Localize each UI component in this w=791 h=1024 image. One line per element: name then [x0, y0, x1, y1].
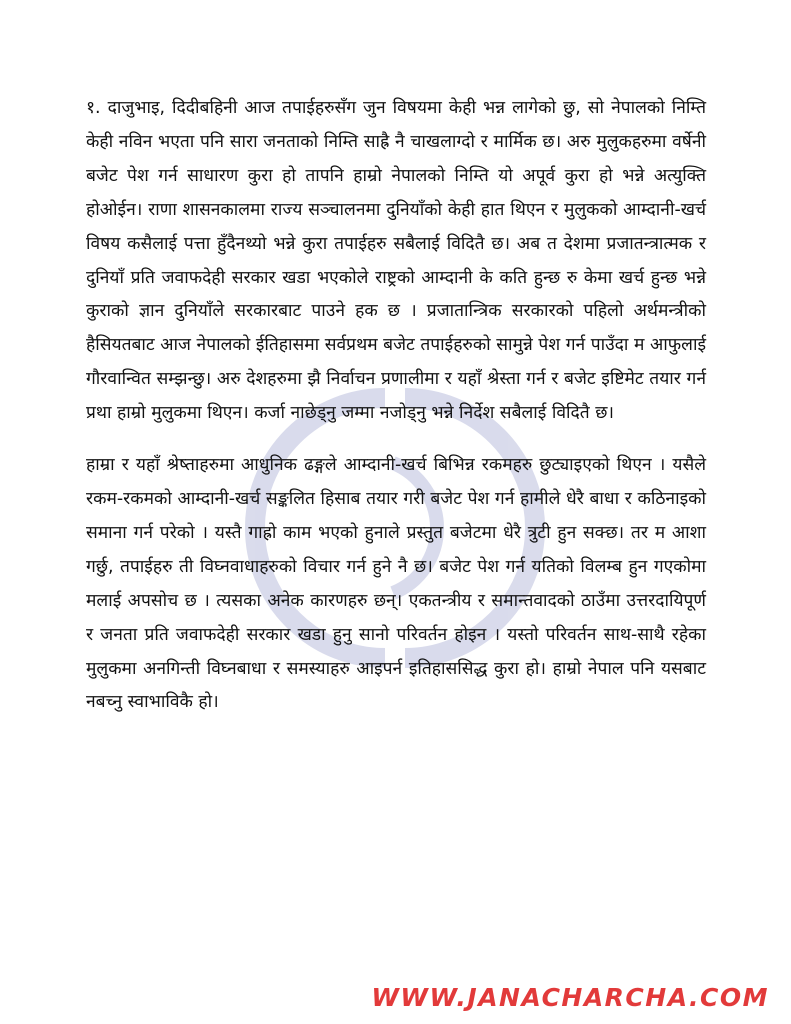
- paragraph-2: हाम्रा र यहाँ श्रेष्ताहरुमा आधुनिक ढङ्गले आम्दानी-खर्च बिभिन्न रकमहरु छुट्याइएको थिएन । यसैले रकम-रकमको आम्दानी-खर्च सङ्कलित हिसाब तयार गरी बजेट पेश गर्न हामीले धेरै बाधा र कठिनाइको समाना गर्न परेको । यस्तै गाह्रो काम भएको हुनाले प्रस्तुत बजेटमा धेरै त्रुटी हुन सक्छ। तर म आशा गर्छु, तपाईहरु ती विघ्नवाधाहरुको विचार गर्न हुने नै छ। बजेट पेश गर्न यतिको विलम्ब हुन गएकोमा मलाई अपसोच छ । त्यसका अनेक कारणहरु छन्। एकतन्त्रीय र समान्तवादको ठाउँमा उत्तरदायिपूर्ण र जनता प्रति जवाफदेही सरकार खडा हुनु सानो परिवर्तन होइन । यस्तो परिवर्तन साथ-साथै रहेका मुलुकमा अनगिन्ती विघ्नबाधा र समस्याहरु आइपर्न इतिहाससिद्ध कुरा हो। हाम्रो नेपाल पनि यसबाट नबच्नु स्वाभाविकै हो।: [86, 455, 706, 713]
- document-body: [86, 92, 706, 720]
- paragraph-1: १. दाजुभाइ, दिदीबहिनी आज तपाईहरुसँग जुन विषयमा केही भन्न लागेको छु, सो नेपालको निम्ति केही नविन भएता पनि सारा जनताको निम्ति साह्रै नै चाखलाग्दो र मार्मिक छ। अरु मुलुकहरुमा वर्षेनी बजेट पेश गर्न साधारण कुरा हो तापनि हाम्रो नेपालको निम्ति यो अपूर्व कुरा हो भन्ने अत्युक्ति होओईन। राणा शासनकालमा राज्य सञ्चालनमा दुनियाँको केही हात थिएन र मुलुकको आम्दानी-खर्च विषय कसैलाई पत्ता हुँदैनथ्यो भन्ने कुरा तपाईहरु सबैलाई विदितै छ। अब त देशमा प्रजातन्त्रात्मक र दुनियाँ प्रति जवाफदेही सरकार खडा भएकोले राष्ट्रको आम्दानी के कति हुन्छ रु केमा खर्च हुन्छ भन्ने कुराको ज्ञान दुनियाँले सरकारबाट पाउने हक छ । प्रजातान्त्रिक सरकारको पहिलो अर्थमन्त्रीको हैसियतबाट आज नेपालको ईतिहासमा सर्वप्रथम बजेट तपाईहरुको सामुन्ने पेश गर्न पाउँदा म आफुलाई गौरवान्वित सम्झन्छु। अरु देशहरुमा झै निर्वाचन प्रणालीमा र यहाँ श्रेस्ता गर्न र बजेट इष्टिमेट तयार गर्न प्रथा हाम्रो मुलुकमा थिएन। कर्जा नाछेड्नु जम्मा नजोड्नु भन्ने निर्देश सबैलाई विदितै छ।: [86, 98, 706, 424]
- website-link[interactable]: WWW.JANACHARCHA.COM: [371, 983, 769, 1012]
